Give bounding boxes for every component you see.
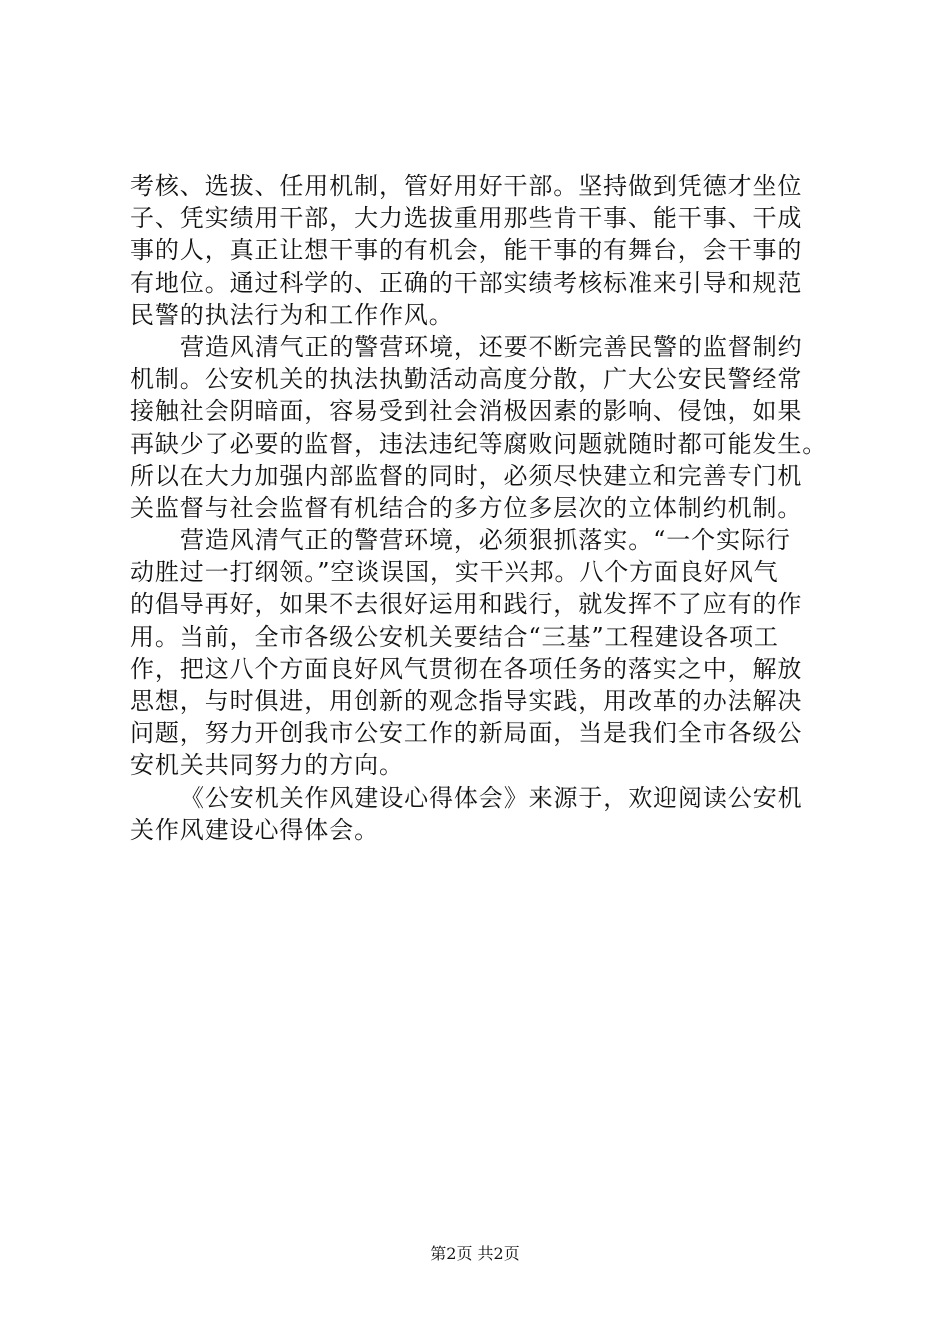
text-line: 问题，努力开创我市公安工作的新局面，当是我们全市各级公: [130, 719, 803, 748]
text-line: 机制。公安机关的执法执勤活动高度分散，广大公安民警经常: [130, 365, 803, 394]
text-line: 接触社会阴暗面，容易受到社会消极因素的影响、侵蚀，如果: [130, 397, 803, 426]
text-line: 关作风建设心得体会。: [130, 815, 379, 844]
text-line: 的倡导再好，如果不去很好运用和践行，就发挥不了应有的作: [130, 590, 803, 619]
text-line: 所以在大力加强内部监督的同时，必须尽快建立和完善专门机: [130, 461, 803, 490]
page-number: 第2页 共2页: [430, 1244, 520, 1263]
text-line: 考核、选拔、任用机制，管好用好干部。坚持做到凭德才坐位: [130, 172, 803, 200]
paragraph-first-line: 《公安机关作风建设心得体会》来源于，欢迎阅读公安机: [180, 783, 803, 812]
text-line: 思想，与时俱进，用创新的观念指导实践，用改革的办法解决: [130, 687, 803, 715]
text-line: 作，把这八个方面良好风气贯彻在各项任务的落实之中，解放: [130, 654, 803, 683]
paragraph-first-line: 营造风清气正的警营环境，必须狠抓落实。“一个实际行: [180, 526, 791, 555]
page-footer: [0, 1244, 950, 1264]
text-line: 子、凭实绩用干部，大力选拔重用那些肯干事、能干事、干成: [130, 204, 803, 233]
text-line: 事的人，真正让想干事的有机会，能干事的有舞台，会干事的: [130, 236, 803, 265]
text-line: 民警的执法行为和工作作风。: [130, 300, 454, 329]
paragraph-first-line: 营造风清气正的警营环境，还要不断完善民警的监督制约: [180, 332, 803, 361]
text-line: 用。当前，全市各级公安机关要结合“三基”工程建设各项工: [130, 622, 779, 651]
text-line: 关监督与社会监督有机结合的多方位多层次的立体制约机制。: [130, 493, 803, 522]
text-line: 有地位。通过科学的、正确的干部实绩考核标准来引导和规范: [130, 268, 803, 297]
text-line: 动胜过一打纲领。”空谈误国，实干兴邦。八个方面良好风气: [130, 558, 779, 587]
text-line: 再缺少了必要的监督，违法违纪等腐败问题就随时都可能发生。: [130, 429, 828, 458]
body-text: [130, 170, 830, 846]
text-line: 安机关共同努力的方向。: [130, 751, 404, 780]
